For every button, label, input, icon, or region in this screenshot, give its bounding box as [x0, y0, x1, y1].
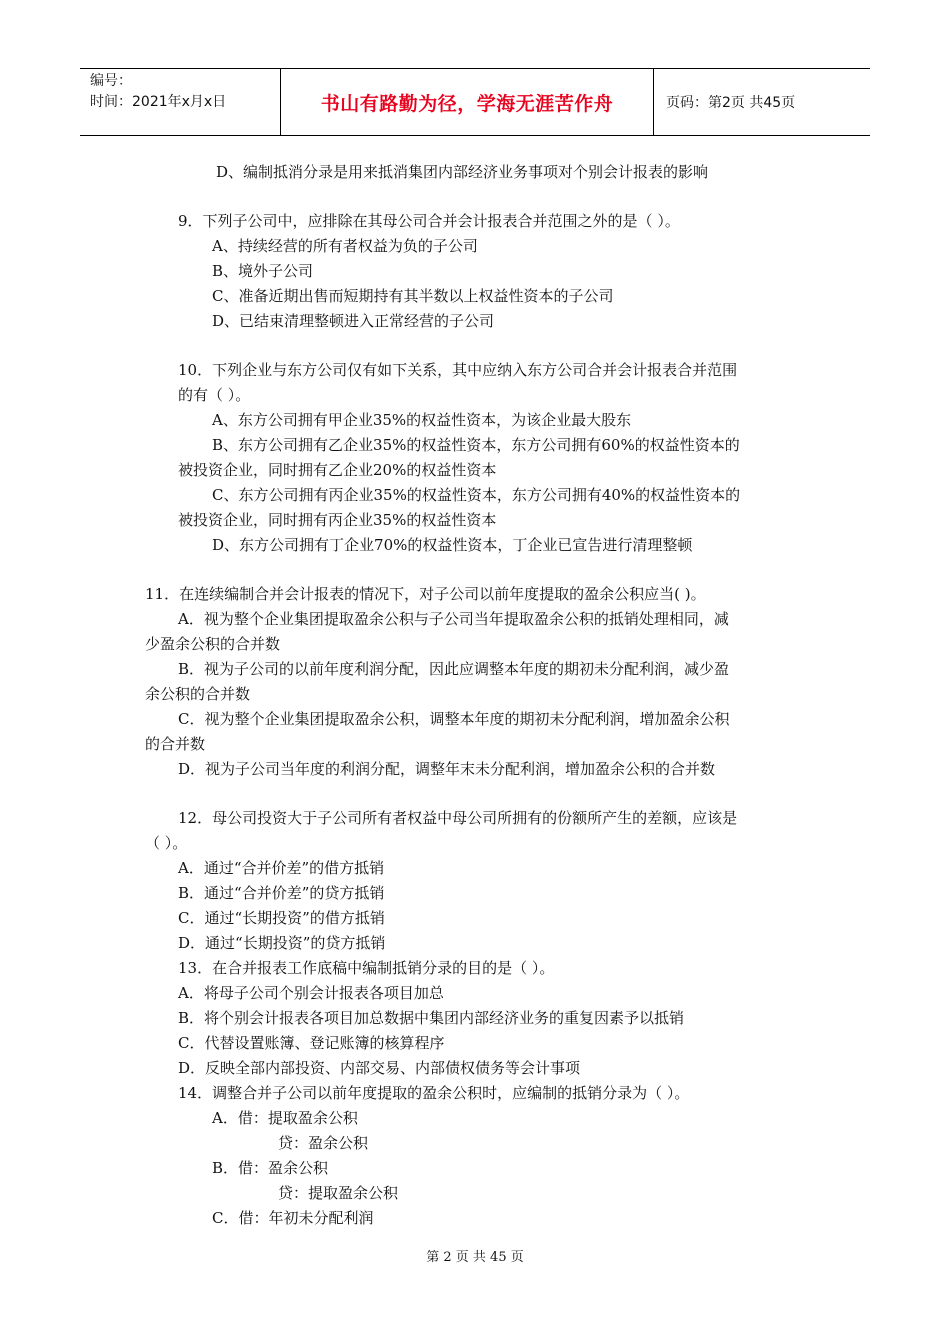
option-line: C．借：年初未分配利润	[212, 1209, 374, 1227]
text-line: 余公积的合并数	[145, 685, 251, 703]
option-line: A．通过“合并价差”的借方抵销	[178, 859, 385, 877]
header-page-info: 页码：第2页 共45页	[666, 95, 796, 111]
question-12: 12．母公司投资大于子公司所有者权益中母公司所拥有的份额所产生的差额，应该是	[178, 809, 738, 827]
option-line: C．通过“长期投资”的借方抵销	[178, 909, 385, 927]
text-line: （ ）。	[145, 834, 188, 852]
question-9: 9．下列子公司中，应排除在其母公司合并会计报表合并范围之外的是（ ）。	[178, 212, 680, 230]
text-line: 的合并数	[145, 735, 206, 753]
option-line: B、东方公司拥有乙企业35%的权益性资本，东方公司拥有60%的权益性资本的	[212, 436, 740, 454]
text-line: 被投资企业，同时拥有乙企业20%的权益性资本	[178, 461, 497, 479]
text-line: 的有（ ）。	[178, 386, 251, 404]
question-13: 13．在合并报表工作底稿中编制抵销分录的目的是（ ）。	[178, 959, 555, 977]
page-header	[80, 68, 870, 136]
question-11: 11．在连续编制合并会计报表的情况下，对子公司以前年度提取的盈余公积应当( )。	[145, 585, 706, 603]
question-14: 14．调整合并子公司以前年度提取的盈余公积时，应编制的抵销分录为（ ）。	[178, 1084, 690, 1102]
header-motto: 书山有路勤为径，学海无涯苦作舟	[281, 69, 654, 135]
option-line: A、持续经营的所有者权益为负的子公司	[212, 237, 478, 255]
header-meta	[80, 69, 281, 135]
option-line: B．将个别会计报表各项目加总数据中集团内部经济业务的重复因素予以抵销	[178, 1009, 685, 1027]
option-line: A．借：提取盈余公积	[212, 1109, 358, 1127]
text-line: D、编制抵消分录是用来抵消集团内部经济业务事项对个别会计报表的影响	[216, 163, 709, 181]
option-line: D．通过“长期投资”的贷方抵销	[178, 934, 386, 952]
page-footer: 第 2 页 共 45 页	[426, 1250, 524, 1265]
option-line: D、已结束清理整顿进入正常经营的子公司	[212, 312, 495, 330]
option-line: A、东方公司拥有甲企业35%的权益性资本，为该企业最大股东	[212, 411, 632, 429]
credit-line: 贷：提取盈余公积	[278, 1184, 399, 1202]
option-line: A．将母子公司个别会计报表各项目加总	[178, 984, 444, 1002]
text-line: 少盈余公积的合并数	[145, 635, 281, 653]
option-line: A．视为整个企业集团提取盈余公积与子公司当年提取盈余公积的抵销处理相同，减	[178, 610, 729, 628]
option-line: B．借：盈余公积	[212, 1159, 329, 1177]
option-line: B．通过“合并价差”的贷方抵销	[178, 884, 385, 902]
credit-line: 贷：盈余公积	[278, 1134, 369, 1152]
option-line: B．视为子公司的以前年度利润分配，因此应调整本年度的期初未分配利润，减少盈	[178, 660, 730, 678]
document-time-label: 时间：2021年x月x日	[90, 94, 227, 110]
option-line: C、东方公司拥有丙企业35%的权益性资本，东方公司拥有40%的权益性资本的	[212, 486, 741, 504]
option-line: B、境外子公司	[212, 262, 314, 280]
option-line: D．视为子公司当年度的利润分配，调整年末未分配利润，增加盈余公积的合并数	[178, 760, 716, 778]
option-line: C．代替设置账簿、登记账簿的核算程序	[178, 1034, 445, 1052]
option-line: C、准备近期出售而短期持有其半数以上权益性资本的子公司	[212, 287, 614, 305]
document-number-label: 编号：	[90, 73, 132, 89]
option-line: D．反映全部内部投资、内部交易、内部债权债务等会计事项	[178, 1059, 581, 1077]
option-line: D、东方公司拥有丁企业70%的权益性资本，丁企业已宣告进行清理整顿	[212, 536, 693, 554]
option-line: C．视为整个企业集团提取盈余公积，调整本年度的期初未分配利润，增加盈余公积	[178, 710, 730, 728]
text-line: 被投资企业，同时拥有丙企业35%的权益性资本	[178, 511, 497, 529]
question-10: 10．下列企业与东方公司仅有如下关系，其中应纳入东方公司合并会计报表合并范围	[178, 361, 738, 379]
